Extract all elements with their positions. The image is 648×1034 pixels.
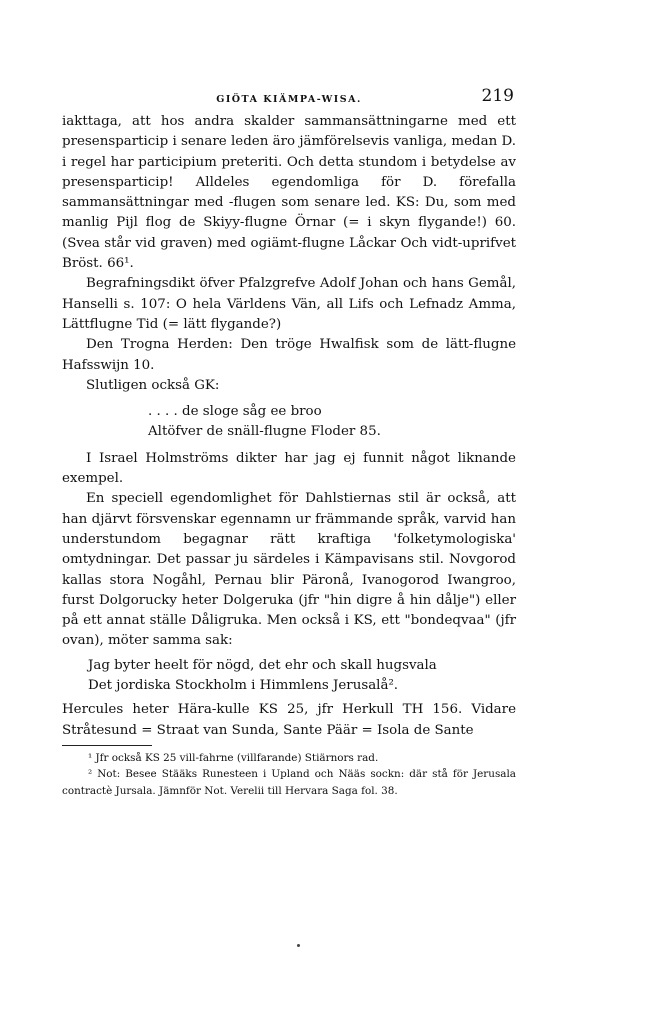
verse-quote-2 [88, 656, 516, 697]
verse-line: Jag byter heelt för nögd, det ehr och skall hugsvala [88, 657, 437, 673]
verse-line: Det jordiska Stockholm i Himmlens Jerusalå². [88, 678, 399, 694]
page-header [62, 86, 516, 112]
verse-quote-1 [148, 402, 516, 443]
paragraph-2: Begrafningsdikt öfver Pfalzgrefve Adolf Johan och hans Gemål, Hanselli s. 107: O hela Världens Vän, all Lifs och Lefnadz Amma, Lättflugne Tid (= lätt flygande?) [62, 276, 516, 332]
footnote-2: ² Not: Besee Stääks Runesteen i Upland och Nääs sockn: där stå för Jerusala contractè Jursala. Jämnför Not. Verelii till Hervara Saga fol. 38. [62, 768, 516, 797]
paragraph-7: Hercules heter Hära-kulle KS 25, jfr Herkull TH 156. Vidare Stråtesund = Straat van Sunda, Sante Päär = Isola de Sante [62, 702, 516, 738]
page-number: 219 [481, 86, 514, 106]
paragraph-6: En speciell egendomlighet för Dahlstiernas stil är också, att han djärvt försvenskar egennamn ur främmande språk, varvid han understundom begagnar rätt kraftiga 'folketymologiska' omtydningar. Det passar ju särdeles i Kämpavisans stil. Novgorod kallas stora Nogåhl, Pernau blir Päronå, Ivanogorod Iwangroo, furst Dolgorucky heter Dolgeruka (jfr "hin digre å hin dålje") eller på ett annat ställe Dåligruka. Men också i KS, ett "bondeqvaa" (jfr ovan), möter samma sak: [62, 491, 516, 649]
paragraph-5: I Israel Holmströms dikter har jag ej funnit något liknande exempel. [62, 450, 516, 487]
paragraph-4: Slutligen också GK: [86, 377, 220, 393]
page-speck [297, 944, 300, 947]
paragraph-3: Den Trogna Herden: Den tröge Hwalfisk som de lätt-flugne Hafsswijn 10. [62, 337, 516, 373]
running-head: GIÖTA KIÄMPA-WISA. [216, 94, 362, 105]
footnote-divider [62, 745, 152, 746]
book-page [62, 86, 516, 799]
verse-line: Altöfver de snäll-flugne Floder 85. [148, 424, 381, 440]
paragraph-1: iakttaga, att hos andra skalder sammansättningarne med ett presensparticip i senare leden äro jämförelsevis vanliga, medan D. i regel har participium preteriti. Och detta stundom i betydelse av presensparticip! Alldeles egendomliga för D. förefalla sammansättningar med -flugen som senare led. KS: Du, som med manlig Pijl flog de Skiyy-flugne Örnar (= i skyn flygande!) 60. (Svea står vid graven) med ogiämt-flugne Låckar Och vidt-uprifvet Bröst. 66¹. [62, 114, 516, 272]
footnote-1: ¹ Jfr också KS 25 vill-fahrne (villfarande) Stiärnors rad. [88, 751, 379, 764]
verse-line: . . . . de sloge såg ee broo [148, 404, 322, 420]
